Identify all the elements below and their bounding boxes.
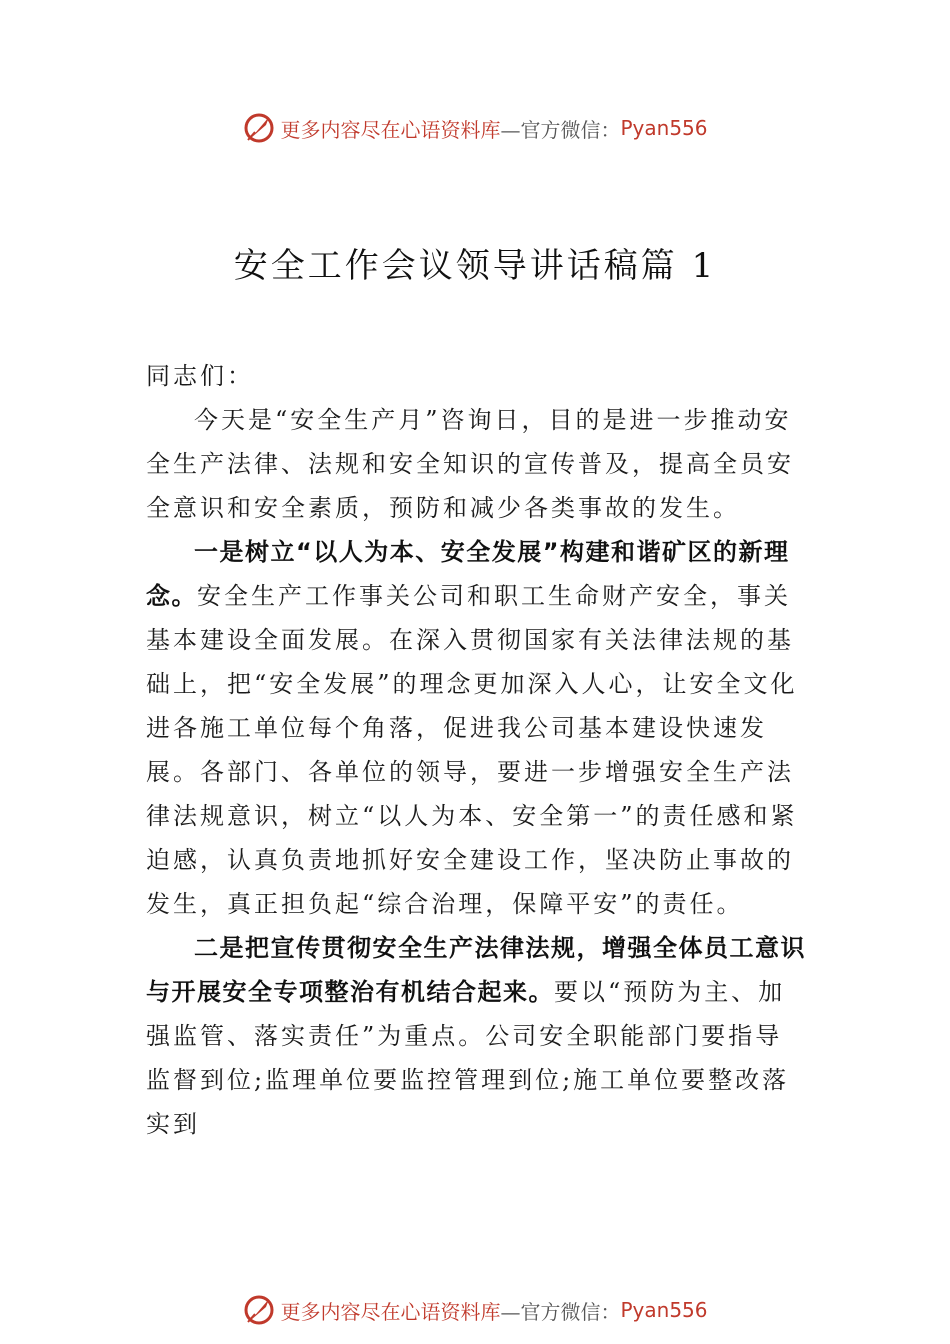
point-one-text: 安全生产工作事关公司和职工生命财产安全，事关基本建设全面发展。在深入贯彻国家有关法律法规的基础上，把“安全发展”的理念更加深入人心，让安全文化进各施工单位每个角落，促进我公司基本建设快速发展。各部门、各单位的领导，要进一步增强安全生产法律法规意识，树立“以人为本、安全第一”的责任感和紧迫感，认真负责地抓好安全建设工作，坚决防止事故的发生，真正担负起“综合治理，保障平安”的责任。 [146,582,798,918]
paragraph-intro: 今天是“安全生产月”咨询日，目的是进一步推动安全生产法律、法规和安全知识的宣传普及，提高全员安全意识和安全素质，预防和减少各类事故的发生。 [146,406,794,522]
quill-logo-icon [242,1293,276,1327]
banner-wechat-id: Pyan556 [620,1298,708,1322]
banner-wechat-id: Pyan556 [620,116,708,140]
salutation: 同志们： [146,362,254,390]
point-one-heading: 一是树立“以人为本、安全发展”构建和谐矿区的新理念。 [146,538,790,610]
banner-wechat-label: —官方微信： [500,117,621,142]
point-two-text: 要以“预防为主、加强监管、落实责任”为重点。公司安全职能部门要指导监督到位;监理单位要监控管理到位;施工单位要整改落实到 [146,978,790,1138]
point-two-heading: 二是把宣传贯彻安全生产法律法规，增强全体员工意识与开展安全专项整治有机结合起来。 [146,934,806,1006]
banner-site-text: 更多内容尽在心语资料库 [280,117,501,142]
paragraph-point-one [146,530,806,926]
header-watermark [0,108,950,148]
banner-site-text: 更多内容尽在心语资料库 [280,1299,501,1324]
banner-wechat-label: —官方微信： [500,1299,621,1324]
document-title: 安全工作会议领导讲话稿篇 1 [233,246,717,286]
paragraph-point-two [146,926,806,1146]
footer-watermark [0,1290,950,1330]
quill-logo-icon [242,111,276,145]
document-body [146,354,806,1146]
